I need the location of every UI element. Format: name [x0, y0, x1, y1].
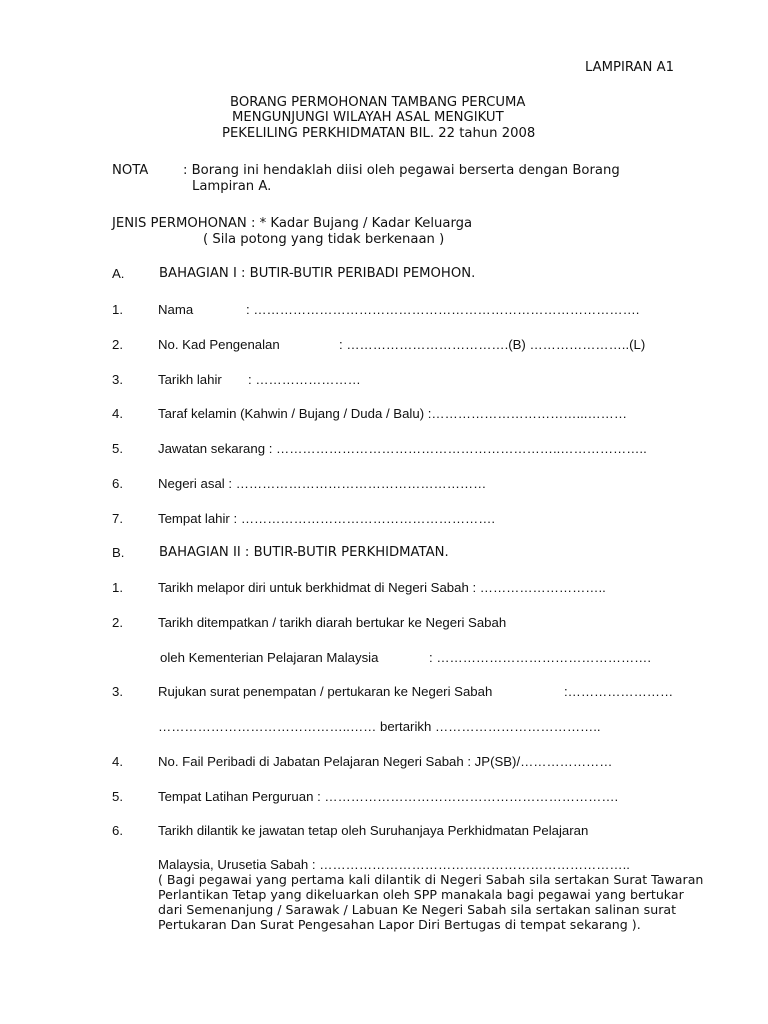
form-title-line-3: PEKELILING PERKHIDMATAN BIL. 22 tahun 2008	[222, 126, 536, 141]
nota-text-line-2: Lampiran A.	[192, 179, 272, 194]
item-b2-label: Tarikh ditempatkan / tarikh diarah bertukar ke Negeri Sabah	[158, 615, 507, 630]
item-a2-number: 2.	[112, 337, 123, 352]
form-title-line-2: MENGUNJUNGI WILAYAH ASAL MENGIKUT	[232, 110, 504, 125]
item-b6-note-line-3: dari Semenanjung / Sarawak / Labuan Ke Negeri Sabah sila sertakan salinan surat	[158, 902, 677, 917]
lampiran-label: LAMPIRAN A1	[585, 60, 675, 75]
item-a4-label: Taraf kelamin (Kahwin / Bujang / Duda / Balu) :……………………………...………	[158, 406, 628, 421]
nota-text-line-1: : Borang ini hendaklah diisi oleh pegawai berserta dengan Borang	[183, 163, 620, 178]
item-a7-number: 7.	[112, 511, 123, 526]
item-b4-number: 4.	[112, 754, 123, 769]
item-b6-number: 6.	[112, 823, 123, 838]
item-a3-number: 3.	[112, 372, 123, 387]
item-b3-continuation: ……………………………………..…… bertarikh ………………………………..	[158, 719, 601, 734]
item-b3-label: Rujukan surat penempatan / pertukaran ke Negeri Sabah	[158, 684, 493, 699]
item-a6-label: Negeri asal : …………………………………………………	[158, 476, 487, 491]
item-b3-number: 3.	[112, 684, 123, 699]
item-b3-fill: :……………………	[564, 684, 674, 699]
item-b4-label: No. Fail Peribadi di Jabatan Pelajaran Negeri Sabah : JP(SB)/…………………	[158, 754, 613, 769]
item-a7-label: Tempat lahir : ………………………………………………….	[158, 511, 496, 526]
item-b2-number: 2.	[112, 615, 123, 630]
item-b5-number: 5.	[112, 789, 123, 804]
item-a1-fill: : …………………………………………………………………………….	[246, 302, 640, 317]
item-a5-number: 5.	[112, 441, 123, 456]
jenis-permohonan: JENIS PERMOHONAN : * Kadar Bujang / Kadar Keluarga	[112, 216, 473, 231]
jenis-permohonan-note: ( Sila potong yang tidak berkenaan )	[203, 232, 445, 247]
item-b6-note-line-4: Pertukaran Dan Surat Pengesahan Lapor Diri Bertugas di tempat sekarang ).	[158, 917, 641, 932]
item-b2-continuation: oleh Kementerian Pelajaran Malaysia	[160, 650, 379, 665]
item-a4-number: 4.	[112, 406, 123, 421]
section-b-title: BAHAGIAN II : BUTIR-BUTIR PERKHIDMATAN.	[159, 545, 449, 560]
item-b6-continuation: Malaysia, Urusetia Sabah : ……………………………………………………………..	[158, 857, 630, 872]
item-b5-label: Tempat Latihan Perguruan : ………………………………………………………….	[158, 789, 619, 804]
item-b1-number: 1.	[112, 580, 123, 595]
section-a-letter: A.	[112, 266, 125, 281]
item-a3-fill: : ……………………	[248, 372, 361, 387]
item-a5-label: Jawatan sekarang : ………………………………………………………..………………..	[158, 441, 647, 456]
item-a3-label: Tarikh lahir	[158, 372, 222, 387]
item-a1-number: 1.	[112, 302, 123, 317]
item-b6-label: Tarikh dilantik ke jawatan tetap oleh Suruhanjaya Perkhidmatan Pelajaran	[158, 823, 589, 838]
item-a6-number: 6.	[112, 476, 123, 491]
section-b-letter: B.	[112, 545, 125, 560]
item-b6-note-line-2: Perlantikan Tetap yang dikeluarkan oleh SPP manakala bagi pegawai yang bertukar	[158, 887, 684, 902]
section-a-title: BAHAGIAN I : BUTIR-BUTIR PERIBADI PEMOHON.	[159, 266, 476, 281]
item-a2-fill: : ……………………………….(B) …………………..(L)	[339, 337, 646, 352]
item-b1-label: Tarikh melapor diri untuk berkhidmat di Negeri Sabah : ………………………..	[158, 580, 606, 595]
item-a1-label: Nama	[158, 302, 194, 317]
item-b2-fill: : ………………………………………….	[429, 650, 651, 665]
item-a2-label: No. Kad Pengenalan	[158, 337, 280, 352]
form-title-line-1: BORANG PERMOHONAN TAMBANG PERCUMA	[230, 95, 526, 110]
item-b6-note-line-1: ( Bagi pegawai yang pertama kali dilantik di Negeri Sabah sila sertakan Surat Tawaran	[158, 872, 704, 887]
nota-label: NOTA	[112, 163, 149, 178]
